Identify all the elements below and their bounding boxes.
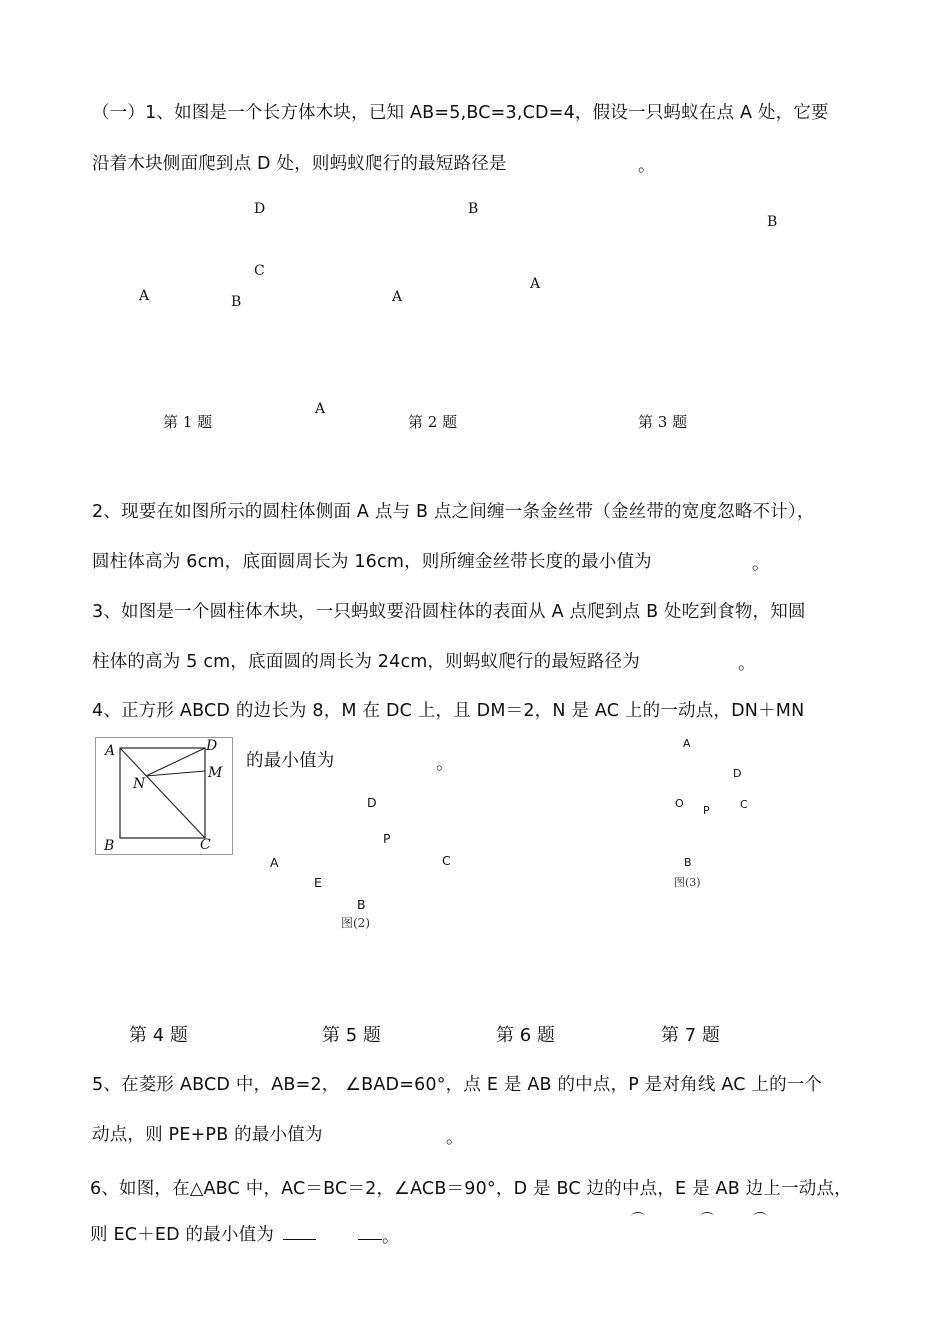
q2-end: 。 — [752, 554, 770, 574]
square-figure — [95, 737, 233, 855]
caption-q7: 第 7 题 — [661, 1025, 720, 1046]
arc-mark-1 — [631, 1212, 645, 1221]
fig1-label-d: D — [254, 201, 266, 217]
q4-line2: 的最小值为 — [246, 751, 335, 771]
sq-label-n: N — [133, 776, 146, 792]
fig2-label-a-left: A — [392, 289, 403, 305]
fig2-label-b: B — [468, 201, 479, 217]
caption-q5: 第 5 题 — [322, 1025, 381, 1046]
caption-q2: 第 2 题 — [408, 413, 458, 431]
fig-3-label-d: D — [733, 767, 742, 780]
caption-q1: 第 1 题 — [163, 413, 213, 431]
q4-line1: 4、正方形 ABCD 的边长为 8，M 在 DC 上，且 DM＝2，N 是 AC 上的一动点，DN＋MN — [92, 701, 805, 721]
fig-2-label-b: B — [357, 897, 366, 912]
fig-3-label-o: O — [675, 797, 684, 810]
fig-2-label-p: P — [383, 831, 391, 846]
fig-3-label-b: B — [684, 856, 692, 869]
q6-answer-blank-1[interactable] — [283, 1238, 316, 1240]
fig-2-label-a: A — [270, 855, 279, 870]
q3-end: 。 — [738, 654, 756, 674]
fig-3-label-c: C — [740, 798, 748, 811]
q1-end: 。 — [638, 156, 656, 176]
sq-label-a: A — [105, 743, 116, 759]
sq-label-c: C — [200, 837, 211, 853]
q6-answer-blank-2[interactable] — [358, 1238, 382, 1240]
caption-q6: 第 6 题 — [496, 1025, 555, 1046]
fig3-label-b: B — [767, 214, 778, 230]
fig-2-label-e: E — [314, 875, 322, 890]
sq-label-d: D — [206, 738, 218, 754]
arc-mark-3 — [753, 1212, 767, 1221]
caption-q3: 第 3 题 — [638, 413, 688, 431]
q5-line2: 动点，则 PE+PB 的最小值为 — [92, 1125, 323, 1145]
fig-2-label-d: D — [367, 795, 377, 810]
q5-end: 。 — [446, 1128, 464, 1148]
q6-line1: 6、如图，在△ABC 中，AC＝BC＝2，∠ACB＝90°，D 是 BC 边的中点，E 是 AB 边上一动点， — [90, 1179, 852, 1199]
fig2-label-a-right: A — [530, 276, 541, 292]
square-diagram — [96, 738, 234, 856]
q6-end: 。 — [382, 1227, 400, 1247]
q3-line1: 3、如图是一个圆柱体木块，一只蚂蚁要沿圆柱体的表面从 A 点爬到点 B 处吃到食物，知圆 — [92, 602, 806, 622]
q3-line2: 柱体的高为 5 cm，底面圆的周长为 24cm，则蚂蚁爬行的最短路径为 — [92, 652, 640, 672]
q1-line1: （一）1、如图是一个长方体木块，已知 AB=5,BC=3,CD=4，假设一只蚂蚁在点 A 处，它要 — [92, 103, 829, 123]
fig-3-caption: 图(3) — [674, 876, 701, 889]
q4-end: 。 — [436, 754, 454, 774]
fig-3-label-a: A — [683, 737, 691, 750]
fig-2-label-c: C — [442, 853, 451, 868]
fig1-label-a: A — [139, 288, 150, 304]
q1-line2: 沿着木块侧面爬到点 D 处，则蚂蚁爬行的最短路径是 — [92, 154, 507, 174]
sq-label-b: B — [104, 838, 115, 854]
fig3-label-a: A — [315, 401, 326, 417]
arc-mark-2 — [700, 1212, 714, 1221]
sq-label-m: M — [208, 765, 223, 781]
q5-line1: 5、在菱形 ABCD 中，AB=2， ∠BAD=60°，点 E 是 AB 的中点，P 是对角线 AC 上的一个 — [92, 1075, 823, 1095]
q2-line2: 圆柱体高为 6cm，底面圆周长为 16cm，则所缠金丝带长度的最小值为 — [92, 552, 652, 572]
q2-line1: 2、现要在如图所示的圆柱体侧面 A 点与 B 点之间缠一条金丝带（金丝带的宽度忽略不计）， — [92, 502, 815, 522]
fig1-label-b: B — [231, 294, 242, 310]
fig-2-caption: 图(2) — [341, 916, 370, 930]
caption-q4: 第 4 题 — [129, 1025, 188, 1046]
q6-line2: 则 EC＋ED 的最小值为 — [90, 1225, 275, 1245]
fig-3-label-p: P — [703, 804, 710, 817]
fig1-label-c: C — [254, 263, 265, 279]
